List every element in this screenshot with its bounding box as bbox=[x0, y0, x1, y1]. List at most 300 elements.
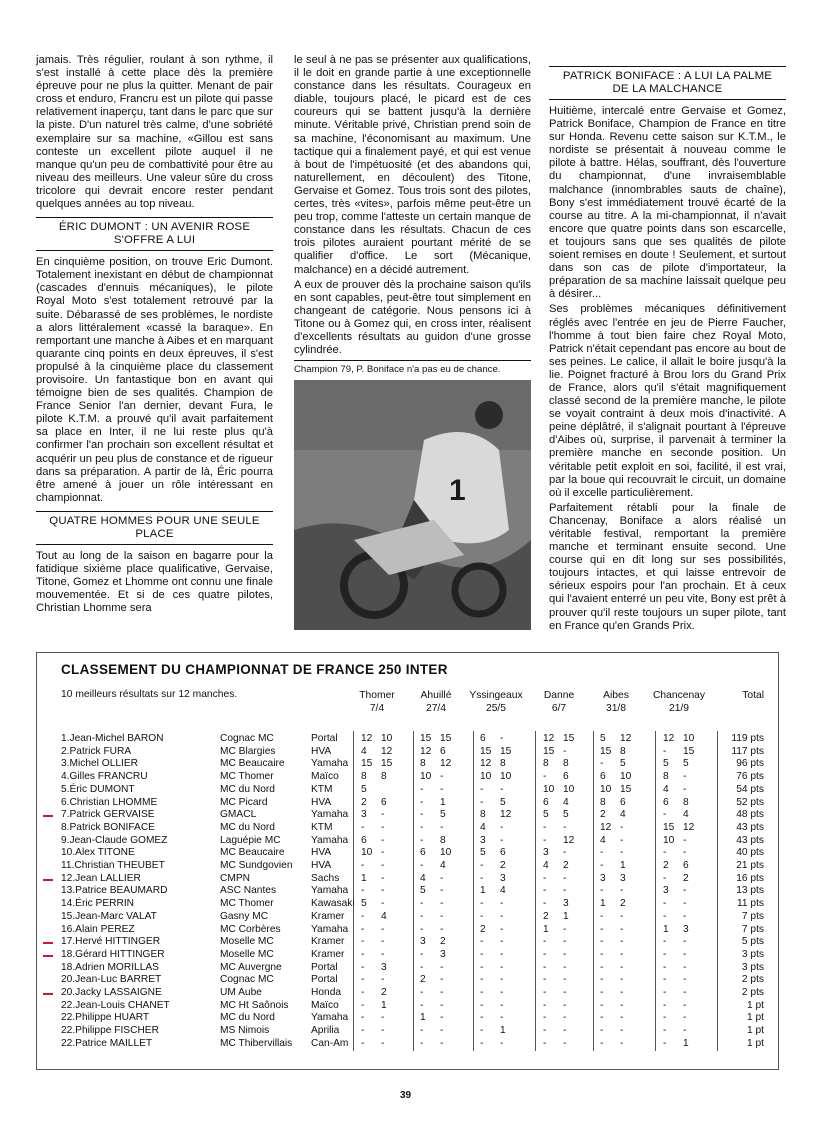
heat-score: - bbox=[420, 860, 424, 871]
rider-make: HVA bbox=[311, 847, 332, 859]
heat-score: - bbox=[620, 999, 624, 1011]
rider-make: Kramer bbox=[311, 936, 345, 948]
heat-score: 8 bbox=[381, 771, 387, 783]
heat-score: - bbox=[620, 961, 624, 973]
heat-score: - bbox=[683, 1025, 687, 1037]
heat-score: - bbox=[381, 809, 385, 821]
heat-score: - bbox=[620, 821, 624, 833]
heat-score: - bbox=[563, 872, 567, 884]
photo-caption: Champion 79, P. Boniface n'a pas eu de chance. bbox=[294, 360, 531, 376]
section-heading: QUATRE HOMMES POUR UNE SEULE PLACE bbox=[36, 511, 273, 545]
rider-club: MC du Nord bbox=[220, 1012, 275, 1024]
heat-score: 2 bbox=[480, 923, 486, 935]
heat-score: - bbox=[543, 1025, 547, 1037]
rider-make: HVA bbox=[311, 745, 332, 757]
heat-score: - bbox=[480, 987, 484, 998]
heat-score: - bbox=[381, 821, 385, 833]
event-name: Yssingeaux bbox=[469, 690, 523, 701]
heat-score: - bbox=[440, 1037, 444, 1049]
red-mark-icon bbox=[43, 942, 53, 944]
event-header bbox=[531, 689, 587, 715]
heat-score: - bbox=[361, 1012, 365, 1024]
heat-score: - bbox=[543, 1037, 547, 1049]
heat-score: - bbox=[620, 923, 624, 935]
motocross-photo bbox=[294, 380, 531, 630]
heat-score: - bbox=[381, 936, 385, 948]
heat-score: - bbox=[663, 974, 667, 986]
heat-score: - bbox=[361, 885, 365, 897]
rider-total: 16 pts bbox=[736, 872, 764, 884]
rider-name: 4.Gilles FRANCRU bbox=[61, 771, 148, 783]
heat-score: - bbox=[480, 961, 484, 973]
heat-score: 2 bbox=[563, 860, 569, 871]
event-name: Danne bbox=[543, 690, 575, 701]
table-row bbox=[37, 860, 780, 873]
rider-make: Aprilia bbox=[311, 1025, 340, 1037]
heat-score: - bbox=[663, 1012, 667, 1024]
rider-total: 5 pts bbox=[741, 936, 764, 948]
heat-score: - bbox=[563, 936, 567, 948]
heat-score: 5 bbox=[420, 885, 426, 897]
rider-club: MC Sundgovien bbox=[220, 860, 293, 871]
heat-score: - bbox=[563, 1037, 567, 1049]
heat-score: - bbox=[543, 1012, 547, 1024]
rider-make: Maïco bbox=[311, 771, 339, 783]
heat-score: 6 bbox=[563, 771, 569, 783]
heat-score: - bbox=[361, 987, 365, 998]
heat-score: 4 bbox=[600, 834, 606, 846]
rider-name: 22.Philippe HUART bbox=[61, 1012, 150, 1024]
heat-score: 1 bbox=[500, 1025, 506, 1037]
table-row bbox=[37, 784, 780, 797]
rider-total: 54 pts bbox=[736, 783, 764, 795]
heat-score: - bbox=[381, 923, 385, 935]
rider-total: 119 pts bbox=[731, 733, 764, 744]
heat-score: 3 bbox=[543, 847, 549, 859]
heat-score: - bbox=[480, 936, 484, 948]
heat-score: 15 bbox=[500, 745, 512, 757]
heat-score: 15 bbox=[480, 745, 492, 757]
heat-score: - bbox=[683, 885, 687, 897]
heat-score: - bbox=[663, 961, 667, 973]
rider-club: Laguépie MC bbox=[220, 834, 281, 846]
table-row bbox=[37, 885, 780, 898]
heat-score: - bbox=[500, 733, 504, 744]
table-row bbox=[37, 746, 780, 759]
rider-make: HVA bbox=[311, 860, 332, 871]
rider-total: 117 pts bbox=[731, 745, 764, 757]
heat-score: - bbox=[620, 834, 624, 846]
heat-score: 4 bbox=[440, 860, 446, 871]
rider-club: UM Aube bbox=[220, 987, 262, 998]
rider-total: 96 pts bbox=[736, 758, 764, 770]
heat-score: - bbox=[683, 961, 687, 973]
event-name: Thomer bbox=[359, 690, 395, 701]
heat-score: 10 bbox=[500, 771, 512, 783]
heat-score: 12 bbox=[543, 733, 555, 744]
heat-score: 5 bbox=[543, 809, 549, 821]
heat-score: - bbox=[663, 872, 667, 884]
rider-total: 21 pts bbox=[736, 860, 764, 871]
heat-score: 3 bbox=[420, 936, 426, 948]
red-mark-icon bbox=[43, 993, 53, 995]
heat-score: - bbox=[361, 974, 365, 986]
event-date: 7/4 bbox=[369, 703, 385, 714]
heat-score: 5 bbox=[440, 809, 446, 821]
heat-score: 12 bbox=[440, 758, 452, 770]
event-name: Aibes bbox=[603, 690, 629, 701]
table-row bbox=[37, 974, 780, 987]
heat-score: - bbox=[600, 987, 604, 998]
rider-name: 13.Patrice BEAUMARD bbox=[61, 885, 168, 897]
rider-make: KTM bbox=[311, 783, 333, 795]
rider-name: 3.Michel OLLIER bbox=[61, 758, 139, 770]
heat-score: - bbox=[420, 999, 424, 1011]
heat-score: - bbox=[543, 987, 547, 998]
heat-score: 5 bbox=[361, 898, 367, 910]
rider-total: 3 pts bbox=[741, 948, 764, 960]
heat-score: 15 bbox=[620, 783, 632, 795]
heat-score: - bbox=[663, 1025, 667, 1037]
rider-total: 13 pts bbox=[736, 885, 764, 897]
heat-score: - bbox=[480, 948, 484, 960]
table-row bbox=[37, 847, 780, 860]
heat-score: - bbox=[440, 987, 444, 998]
rider-name: 9.Jean-Claude GOMEZ bbox=[61, 834, 168, 846]
heat-score: - bbox=[683, 936, 687, 948]
heat-score: - bbox=[420, 923, 424, 935]
heat-score: - bbox=[663, 1037, 667, 1049]
heat-score: - bbox=[420, 796, 424, 808]
table-row bbox=[37, 733, 780, 746]
heat-score: 1 bbox=[663, 923, 669, 935]
heat-score: 8 bbox=[543, 758, 549, 770]
rider-club: MC du Nord bbox=[220, 783, 275, 795]
heat-score: - bbox=[381, 1037, 385, 1049]
table-row bbox=[37, 936, 780, 949]
heat-score: 2 bbox=[381, 987, 387, 998]
heat-score: - bbox=[361, 999, 365, 1011]
event-name: Ahuillé bbox=[420, 690, 452, 701]
heat-score: 12 bbox=[563, 834, 575, 846]
heat-score: - bbox=[663, 987, 667, 998]
heat-score: 8 bbox=[563, 758, 569, 770]
rider-name: 18.Adrien MORILLAS bbox=[61, 961, 159, 973]
rider-name: 1.Jean-Michel BARON bbox=[61, 733, 164, 744]
rider-total: 52 pts bbox=[736, 796, 764, 808]
rider-club: MC Ht Saônois bbox=[220, 999, 289, 1011]
heat-score: - bbox=[440, 923, 444, 935]
paragraph: Parfaitement rétabli pour la finale de Chancenay, Boniface a alors réalisé un véritable festival, remportant la première manche et terminant ensuite second. Une course qui en dit long sur ses possibilités, toujours intactes, et qui laisse entrevoir de sérieux espoirs pour l'an prochain. Et à ceux qui l'avaient enterré un peu vite, Bony est prêt à prouver qu'il reste toujours un super pilote, tant en France qu'en Grands Prix. bbox=[549, 501, 786, 632]
heat-score: - bbox=[500, 999, 504, 1011]
event-header bbox=[468, 689, 524, 715]
heat-score: 10 bbox=[440, 847, 452, 859]
heat-score: - bbox=[440, 910, 444, 922]
heat-score: - bbox=[663, 847, 667, 859]
heat-score: 12 bbox=[361, 733, 373, 744]
heat-score: 6 bbox=[600, 771, 606, 783]
table-subtitle: 10 meilleurs résultats sur 12 manches. bbox=[61, 689, 238, 700]
rider-total: 1 pt bbox=[747, 999, 764, 1011]
heat-score: - bbox=[543, 974, 547, 986]
heat-score: - bbox=[563, 1025, 567, 1037]
rider-name: 12.Jean LALLIER bbox=[61, 872, 141, 884]
heat-score: - bbox=[620, 847, 624, 859]
rider-club: Moselle MC bbox=[220, 936, 274, 948]
heat-score: - bbox=[563, 847, 567, 859]
heat-score: 3 bbox=[663, 885, 669, 897]
rider-total: 76 pts bbox=[736, 771, 764, 783]
rider-make: Honda bbox=[311, 987, 342, 998]
rider-club: MC Thomer bbox=[220, 898, 274, 910]
rider-name: 15.Jean-Marc VALAT bbox=[61, 910, 157, 922]
heat-score: - bbox=[381, 948, 385, 960]
heat-score: - bbox=[620, 987, 624, 998]
heat-score: - bbox=[361, 910, 365, 922]
heat-score: 10 bbox=[480, 771, 492, 783]
heat-score: - bbox=[500, 898, 504, 910]
heat-score: 6 bbox=[381, 796, 387, 808]
rider-total: 1 pt bbox=[747, 1025, 764, 1037]
heat-score: 2 bbox=[620, 898, 626, 910]
heat-score: - bbox=[361, 936, 365, 948]
rider-make: Yamaha bbox=[311, 758, 349, 770]
rider-club: Cognac MC bbox=[220, 974, 274, 986]
heat-score: 2 bbox=[500, 860, 506, 871]
rider-make: KTM bbox=[311, 821, 333, 833]
heat-score: - bbox=[381, 860, 385, 871]
heat-score: 10 bbox=[543, 783, 555, 795]
rider-make: Maïco bbox=[311, 999, 339, 1011]
heat-score: 3 bbox=[500, 872, 506, 884]
heat-score: 15 bbox=[361, 758, 373, 770]
heat-score: 3 bbox=[563, 898, 569, 910]
rider-name: 22.Jean-Louis CHANET bbox=[61, 999, 170, 1011]
heat-score: - bbox=[683, 771, 687, 783]
rider-make: Can-Am bbox=[311, 1037, 349, 1049]
heat-score: 1 bbox=[543, 923, 549, 935]
paragraph: le seul à ne pas se présenter aux qualifications, il le doit en grande partie à une exceptionnelle constance dans les résultats. Courageux en diable, toujours placé, le picard est de ces coureurs qui se battent jusqu'à la dernière minute. Véritable privé, Christian prend soin de sa machine, l'économisant au maximum. Une tactique qui a finalement payé, et qui est venue à bout de l'impétuosité (et des abandons qui, naturellement, en découlent) des Titone, Gervaise et Gomez. Tous trois sont des pilotes, certes, très «vites», parfois même peut-être un peu trop, comme l'atteste un certain manque de constance dans les résultats. Chacun de ces trois pilotes auraient pourtant mérité de se qualifier d'office. Le sort (Mécanique, malchance) en a décidé autrement. bbox=[294, 54, 531, 276]
heat-score: 4 bbox=[543, 860, 549, 871]
heat-score: - bbox=[663, 898, 667, 910]
heat-score: - bbox=[663, 910, 667, 922]
heat-score: - bbox=[563, 885, 567, 897]
heat-score: 8 bbox=[683, 796, 689, 808]
heat-score: - bbox=[440, 1025, 444, 1037]
heat-score: 12 bbox=[600, 821, 612, 833]
rider-name: 6.Christian LHOMME bbox=[61, 796, 158, 808]
heat-score: - bbox=[500, 910, 504, 922]
article-column-2 bbox=[294, 54, 531, 630]
red-mark-icon bbox=[43, 955, 53, 957]
heat-score: 15 bbox=[683, 745, 695, 757]
heat-score: - bbox=[440, 961, 444, 973]
heat-score: - bbox=[500, 821, 504, 833]
heat-score: - bbox=[683, 898, 687, 910]
heat-score: - bbox=[500, 974, 504, 986]
rider-club: Moselle MC bbox=[220, 948, 274, 960]
heat-score: - bbox=[500, 783, 504, 795]
table-row bbox=[37, 873, 780, 886]
rider-make: Sachs bbox=[311, 872, 340, 884]
heat-score: - bbox=[381, 834, 385, 846]
paragraph: Ses problèmes mécaniques définitivement réglés avec l'entrée en jeu de Pierre Faucher, l'homme à tout bien faire chez Royal Moto, Patrick n'était cependant pas encore au bout de ses peines. Le calice, il allait le boire jusqu'à la lie. Poignet fracturé à Brou lors du Grand Prix de France, alors qu'il s'était magnifiquement classé second de la première manche, le pilote se voyait contraint à deux mois d'inactivité. A peine déplâtré, il s'alignait pourtant à l'épreuve d'Aibes où, surprise, il parvenait à terminer la première manche en seconde position. Un véritable petit exploit en soi, facilité, il est vrai, par la boue qui recouvrait le circuit, un domaine où il excelle particulièrement. bbox=[549, 303, 786, 499]
paragraph: jamais. Très régulier, roulant à son rythme, il s'est installé à cette place dès la première épreuve pour ne plus la quitter. Menant de pair cross et enduro, Francru est un pilote qui passe relativement inaperçu, tant dans le parc que sur la piste. D'un naturel très calme, d'une sobriété exemplaire sur sa machine, «Gillou est sans conteste un excellent pilote auquel il ne manque qu'un peu de combattivité pour être au niveau des meilleurs. Une valeur sûre du cross tricolore qui devrait encore rester pendant quelques années au top niveau. bbox=[36, 54, 273, 211]
table-row bbox=[37, 1038, 780, 1051]
heat-score: 8 bbox=[480, 809, 486, 821]
heat-score: 10 bbox=[683, 733, 695, 744]
heat-score: - bbox=[480, 860, 484, 871]
heat-score: 1 bbox=[361, 872, 367, 884]
rider-name: 5.Éric DUMONT bbox=[61, 783, 135, 795]
heat-score: - bbox=[620, 910, 624, 922]
heat-score: - bbox=[543, 872, 547, 884]
paragraph: Tout au long de la saison en bagarre pour la fatidique sixième place qualificative, Gervaise, Titone, Gomez et Lhomme ont connu une finale mouvementée. Et si de ces quatre pilotes, Christian Lhomme sera bbox=[36, 549, 273, 615]
heat-score: 5 bbox=[500, 796, 506, 808]
heat-score: 2 bbox=[440, 936, 446, 948]
heat-score: 4 bbox=[381, 910, 387, 922]
table-row bbox=[37, 809, 780, 822]
rider-club: MC Picard bbox=[220, 796, 268, 808]
heat-score: - bbox=[420, 1025, 424, 1037]
heat-score: - bbox=[543, 999, 547, 1011]
rider-make: Portal bbox=[311, 961, 338, 973]
rider-make: Kawasaki bbox=[311, 898, 355, 910]
heat-score: - bbox=[563, 923, 567, 935]
heat-score: - bbox=[683, 847, 687, 859]
heat-score: 3 bbox=[440, 948, 446, 960]
heat-score: 1 bbox=[600, 898, 606, 910]
rider-total: 1 pt bbox=[747, 1012, 764, 1024]
heat-score: 2 bbox=[663, 860, 669, 871]
rider-name: 17.Hervé HITTINGER bbox=[61, 936, 161, 948]
heat-score: - bbox=[480, 1025, 484, 1037]
heat-score: 8 bbox=[663, 771, 669, 783]
heat-score: - bbox=[480, 1012, 484, 1024]
rider-make: Portal bbox=[311, 974, 338, 986]
event-date: 31/8 bbox=[605, 703, 627, 714]
rider-club: MC Blargies bbox=[220, 745, 276, 757]
rider-club: MC Auvergne bbox=[220, 961, 282, 973]
heat-score: - bbox=[500, 961, 504, 973]
heat-score: 5 bbox=[480, 847, 486, 859]
heat-score: 4 bbox=[620, 809, 626, 821]
rider-total: 11 pts bbox=[737, 898, 764, 910]
heat-score: - bbox=[420, 783, 424, 795]
event-header bbox=[349, 689, 405, 715]
heat-score: - bbox=[420, 910, 424, 922]
heat-score: - bbox=[563, 948, 567, 960]
heat-score: - bbox=[480, 910, 484, 922]
heat-score: 12 bbox=[480, 758, 492, 770]
heat-score: 8 bbox=[440, 834, 446, 846]
heat-score: 3 bbox=[620, 872, 626, 884]
heat-score: - bbox=[500, 936, 504, 948]
event-header bbox=[588, 689, 644, 715]
heat-score: 15 bbox=[543, 745, 555, 757]
rider-club: MC Corbères bbox=[220, 923, 281, 935]
heat-score: 2 bbox=[420, 974, 426, 986]
table-row bbox=[37, 822, 780, 835]
heat-score: - bbox=[683, 910, 687, 922]
heat-score: - bbox=[663, 809, 667, 821]
heat-score: - bbox=[381, 1025, 385, 1037]
rider-club: Cognac MC bbox=[220, 733, 274, 744]
rider-name: 20.Jean-Luc BARRET bbox=[61, 974, 162, 986]
heat-score: - bbox=[683, 948, 687, 960]
heat-score: - bbox=[563, 961, 567, 973]
heat-score: - bbox=[600, 758, 604, 770]
heat-score: 3 bbox=[683, 923, 689, 935]
heat-score: - bbox=[600, 860, 604, 871]
heat-score: 8 bbox=[361, 771, 367, 783]
rider-name: 16.Alain PEREZ bbox=[61, 923, 135, 935]
heat-score: - bbox=[420, 948, 424, 960]
heat-score: - bbox=[480, 872, 484, 884]
rider-club: MS Nimois bbox=[220, 1025, 270, 1037]
heat-score: 8 bbox=[420, 758, 426, 770]
heat-score: 12 bbox=[663, 733, 675, 744]
table-row bbox=[37, 758, 780, 771]
rider-name: 2.Patrick FURA bbox=[61, 745, 132, 757]
heat-score: - bbox=[500, 1037, 504, 1049]
rider-total: 1 pt bbox=[747, 1037, 764, 1049]
heat-score: 10 bbox=[600, 783, 612, 795]
table-row bbox=[37, 911, 780, 924]
rider-make: HVA bbox=[311, 796, 332, 808]
heat-score: 10 bbox=[563, 783, 575, 795]
heat-score: - bbox=[381, 885, 385, 897]
heat-score: 3 bbox=[600, 872, 606, 884]
article-column-3 bbox=[549, 54, 786, 635]
heat-score: - bbox=[543, 936, 547, 948]
heat-score: 6 bbox=[543, 796, 549, 808]
heat-score: - bbox=[620, 885, 624, 897]
heat-score: - bbox=[361, 923, 365, 935]
event-date: 25/5 bbox=[485, 703, 507, 714]
race-number-text: 1 bbox=[449, 474, 466, 508]
article-column-1 bbox=[36, 54, 273, 617]
heat-score: - bbox=[500, 987, 504, 998]
heat-score: 5 bbox=[361, 783, 367, 795]
heat-score: 1 bbox=[420, 1012, 426, 1024]
heat-score: 12 bbox=[683, 821, 695, 833]
heat-score: 15 bbox=[381, 758, 393, 770]
heat-score: - bbox=[420, 987, 424, 998]
rider-club: ASC Nantes bbox=[220, 885, 277, 897]
heat-score: - bbox=[620, 948, 624, 960]
rider-make: Portal bbox=[311, 733, 338, 744]
heat-score: - bbox=[600, 936, 604, 948]
table-row bbox=[37, 924, 780, 937]
rider-total: 40 pts bbox=[736, 847, 764, 859]
heat-score: - bbox=[381, 847, 385, 859]
rider-total: 48 pts bbox=[736, 809, 764, 821]
heat-score: - bbox=[620, 1025, 624, 1037]
heat-score: - bbox=[663, 999, 667, 1011]
heat-score: 5 bbox=[663, 758, 669, 770]
heat-score: 2 bbox=[543, 910, 549, 922]
heat-score: 10 bbox=[361, 847, 373, 859]
heat-score: - bbox=[440, 885, 444, 897]
heat-score: 6 bbox=[440, 745, 446, 757]
paragraph: A eux de prouver dès la prochaine saison qu'ils en sont capables, peut-être tout simplement en changeant de catégorie. Nous pensons ici à Titone ou à Gomez qui, en cross inter, réalisent d'excellents résultats au guidon d'une grosse cylindrée. bbox=[294, 278, 531, 357]
heat-score: 10 bbox=[620, 771, 632, 783]
heat-score: - bbox=[543, 771, 547, 783]
rider-name: 7.Patrick GERVAISE bbox=[61, 809, 155, 821]
rider-club: CMPN bbox=[220, 872, 250, 884]
heat-score: 4 bbox=[563, 796, 569, 808]
